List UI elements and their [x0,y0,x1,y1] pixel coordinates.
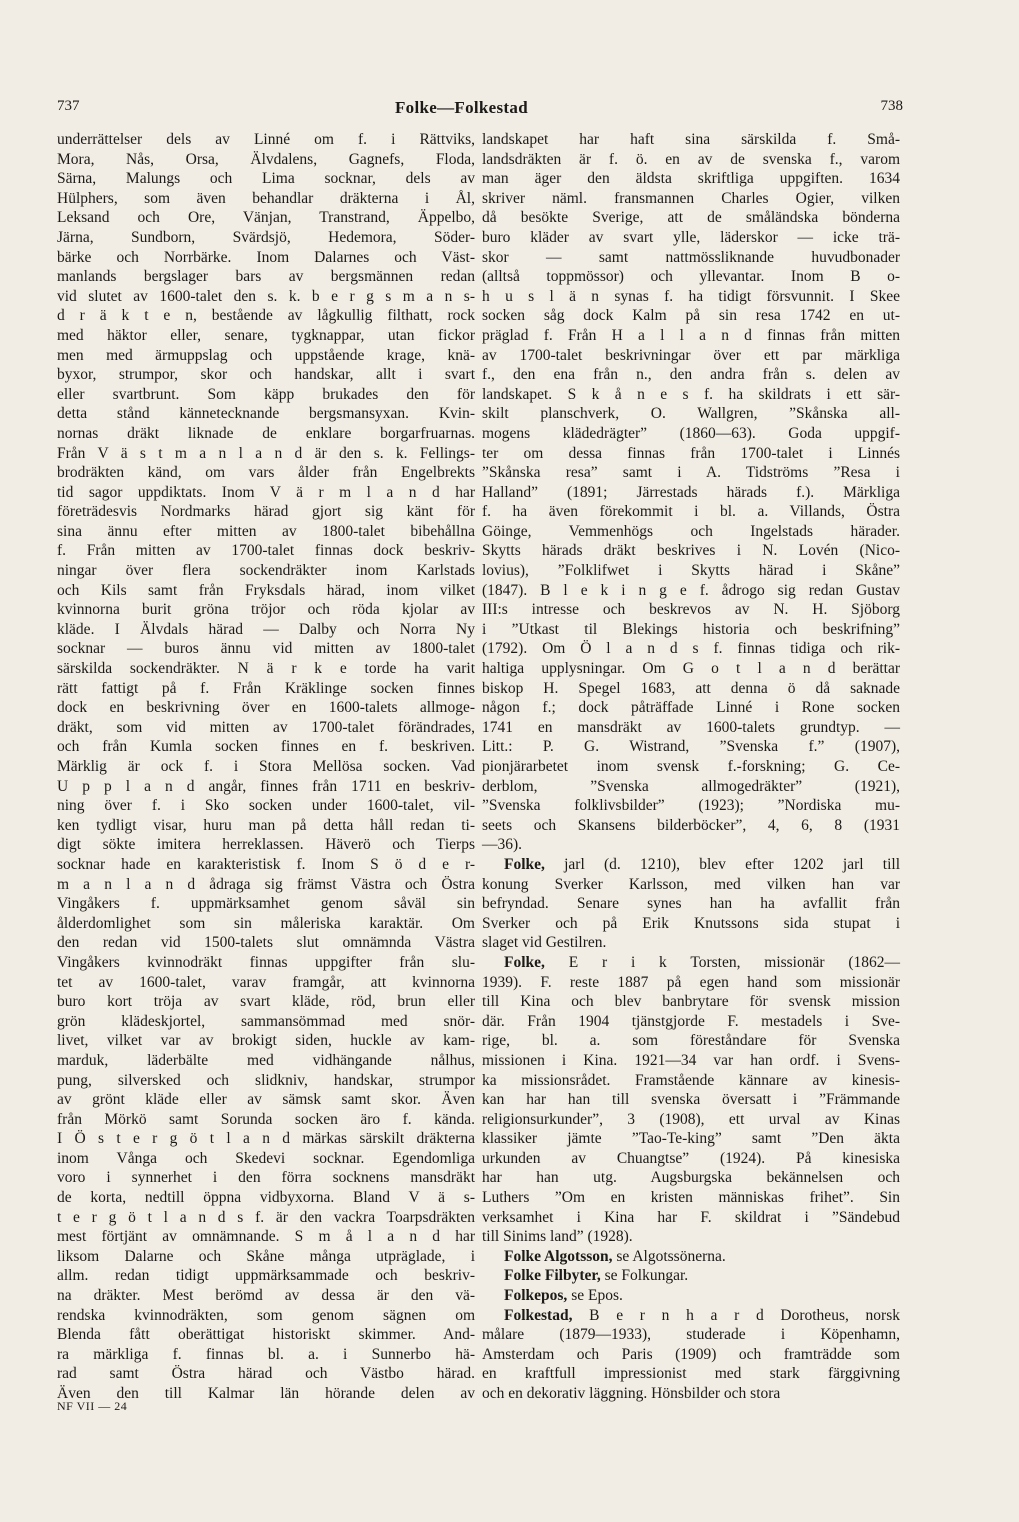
text-line: Från V ä s t m a n l a n d är den s. k. Fellings- [57,444,475,462]
text-line: (alltså toppmössor) och yllevantar. Inom B o- [482,268,900,286]
entry-text: till Sinims land” (1928). [482,1228,633,1246]
entry-headword: Folke Filbyter, [504,1267,601,1285]
entry-line [482,1208,900,1228]
entry-text: missionen i Kina. 1921—34 var han ordf. i Svens- [482,1051,900,1069]
entry-headword: Folke, [504,855,545,873]
text-line: landsdräkten är f. ö. en av de svenska f., varom [482,150,900,168]
text-line: skilt planschverk, O. Wallgren, ”Skånska all- [482,405,900,423]
text-line: dock en beskrivning över en 1600-talets allmoge- [57,699,475,717]
text-line: pung, silversked och slidkniv, handskar, strumpor [57,1071,475,1089]
text-line: nornas dräkt liknade de enklare borgarfruarnas. [57,424,475,442]
text-line: ter om dessa finnas från 1700-talet i Linnés [482,444,900,462]
text-line: U p p l a n d angår, finnes från 1711 en beskriv- [57,777,475,795]
text-line: f. Från mitten av 1700-talet finnas dock beskriv- [57,542,475,560]
entry-text: slaget vid Gestilren. [482,934,607,952]
text-line: Hülphers, som även behandlar dräkterna i Ål, [57,189,475,207]
entry-first-line [482,1306,900,1326]
entry-line [482,1149,900,1169]
text-line: vid slutet av 1600-talet den s. k. b e r g s m a n s- [57,287,475,305]
text-line: skor — samt nattmössliknande huvudbonader [482,248,900,266]
text-line: —36). [482,836,523,854]
entry-first-line [482,1247,900,1267]
text-line: derblom, ”Svenska allmogedräkter” (1921), [482,777,900,795]
text-line: ningar över flera sockendräkter inom Karlstads [57,562,475,580]
page-number-right: 738 [880,98,903,114]
text-line: byxor, strumpor, skor och handskar, allt i svart [57,366,475,384]
entry-text: befryndad. Senare synes han ha avfallit från [482,895,900,913]
text-line: ra märkliga f. finnas bl. a. i Sunnerbo hä- [57,1345,475,1363]
entry-text: Luthers ”Om en kristen människas frihet”. Sin [482,1189,900,1207]
entry-text: 1939). F. reste 1887 på egen hand som missionär [482,973,900,991]
entry-text: jarl (d. 1210), blev efter 1202 jarl till [544,855,900,873]
entry-first-line [482,1266,900,1286]
entry-first-line [482,953,900,973]
entry-text: Amsterdam och Paris (1909) och framträdde som [482,1345,900,1363]
text-line: Göinge, Vemmenhögs och Ingelstads härader. [482,522,900,540]
entry-line [482,1012,900,1032]
entry-text: urkunden av Chuangtse” (1924). På kinesiska [482,1149,900,1167]
text-line: I Ö s t e r g ö t l a n d märkas särskilt dräkterna [57,1130,475,1148]
text-line: landskapet. S k å n e s f. ha skildrats i ett sär- [482,385,900,403]
text-line: ”Skånska resa” samt i A. Tidströms ”Resa i [482,464,900,482]
text-line: seets och Skansens bilderböcker”, 4, 6, 8 (1931 [482,816,900,834]
text-line: underrättelser dels av Linné om f. i Rättviks, [57,131,475,148]
text-line: socknar hade en karakteristisk f. Inom S ö d e r- [57,855,475,873]
entry-line [482,1129,900,1149]
text-line: buro kort tröja av svart kläde, röd, brun eller [57,993,475,1011]
text-line: Vingåkers kvinnodräkt finnas uppgifter från slu- [57,953,475,971]
text-line: Blenda fått oberättigat historiskt skimmer. And- [57,1326,475,1344]
text-line: rad samt Östra härad och Västbo härad. [57,1365,475,1383]
text-line: Halland” (1891; Järrestads härads f.). Märkliga [482,483,900,501]
entry-line [482,1110,900,1130]
text-line: de korta, nedtill öppna vidbyxorna. Bland V ä s- [57,1189,475,1207]
text-line: ålderdomlighet som sin måleriska karaktär. Om [57,914,475,932]
entry-text: där. Från 1904 tjänstgjorde F. mestadels i Sve- [482,1012,900,1030]
text-line: man äger den äldsta skriftliga uppgiften. 1634 [482,170,900,188]
text-line: voro i synnerhet i den förra socknens mansdräkt [57,1169,475,1187]
text-line: och från Kumla socken finnes en f. beskriven. [57,738,475,756]
entry-text: klassiker jämte ”Tao-Te-king” samt ”Den äkta [482,1130,900,1148]
text-line: Märklig är ock f. i Stora Mellösa socken. Vad [57,758,475,775]
text-line: rätt fattigt på f. Från Kräklinge socken finnes [57,679,475,697]
page-number-left: 737 [57,98,80,114]
running-title: Folke—Folkestad [395,98,528,117]
text-line: landskapet har haft sina särskilda f. Små- [482,131,900,148]
text-line: ning över f. i Sko socken under 1600-talet, vil- [57,797,475,815]
right-column [482,130,900,1404]
text-line: Skytts härads dräkt beskrives i N. Lovén (Nico- [482,542,900,560]
entry-line [482,894,900,914]
text-line: m a n l a n d ådraga sig främst Västra och Östra [57,875,475,893]
entry-line [482,1071,900,1091]
entry-text: målare (1879—1933), studerade i Köpenhamn, [482,1326,900,1344]
text-line: buro kläder av svart ylle, läderskor — icke trä- [482,228,900,246]
entry-text: se Algotssönerna. [612,1247,726,1265]
entry-text: en kraftfull impressionist med stark färggivning [482,1365,900,1383]
entry-line [482,1168,900,1188]
text-line: Även den till Kalmar län hörande delen av [57,1385,475,1402]
text-line: livet, vilket var av brokigt siden, huckle av kam- [57,1032,475,1050]
text-line: (1792). Om Ö l a n d s f. finnas tidiga och rik- [482,640,900,658]
text-line: av grönt kläde eller av sämsk samt skor. Även [57,1091,475,1109]
text-line: f. ha även förekommit i bl. a. Villands, Östra [482,503,900,521]
entry-first-line [482,855,900,875]
entry-headword: Folke, [504,953,545,971]
text-line: från Mörkö samt Sorunda socken äro f. kända. [57,1110,475,1128]
text-line: Mora, Nås, Orsa, Älvdalens, Gagnefs, Floda, [57,150,475,168]
text-line: socken såg dock Kalm på sin resa 1742 en ut- [482,307,900,325]
entry-line [482,1384,900,1404]
entry-text: kan har han till svenska översatt i ”Främmande [482,1091,900,1109]
entry-line [482,1364,900,1384]
entry-text: religionsurkunder”, 3 (1908), ett urval av Kinas [482,1110,900,1128]
entry-text: E r i k Torsten, missionär (1862— [544,953,900,971]
entry-headword: Folke Algotsson, [504,1247,613,1265]
entry-text: till Kina och blev banbrytare för svensk mission [482,993,900,1011]
entry-line [482,1325,900,1345]
text-line: liksom Dalarne och Skåne många utpräglade, i [57,1247,475,1265]
text-line: Järna, Sundborn, Svärdsjö, Hedemora, Söder- [57,228,475,246]
text-line: socknar — buros ännu vid mitten av 1800-talet [57,640,475,658]
text-line: rendska kvinnodräkten, som genom sägnen om [57,1306,475,1324]
entry-line [482,973,900,993]
text-line: h u s l ä n synas f. ha tidigt försvunnit. I Skee [482,287,900,305]
text-line: inom Vånga och Skedevi socknar. Egendomliga [57,1149,475,1167]
entry-line [482,992,900,1012]
signature-mark: NF VII — 24 [57,1399,128,1413]
entry-line [482,1227,900,1247]
text-line: haltiga upplysningar. Om G o t l a n d berättar [482,660,900,678]
text-line: Vingåkers f. uppmärksamhet genom såväl sin [57,895,475,913]
entry-line [482,1031,900,1051]
text-line: na dräkter. Mest berömd av dessa är den vä- [57,1287,475,1305]
text-line: brodräkten känd, om vars ålder från Engelbrekts [57,464,475,482]
entry-text: konung Sverker Karlsson, med vilken han var [482,875,900,893]
text-line: Leksand och Ore, Vänjan, Transtrand, Äppelbo, [57,209,475,227]
entry-text: har han utg. Augsburgska bekännelsen och [482,1169,900,1187]
text-line: och Kils samt från Fryksdals härad, inom vilket [57,581,475,599]
entry-text: B e r n h a r d Dorotheus, norsk [572,1306,900,1324]
entry-text: Sverker och på Erik Knutssons sida stupat i [482,914,900,932]
text-line: skriver näml. fransmannen Charles Ogier, vilken [482,189,900,207]
text-line: marduk, läderbälte med vidhängande nålhus, [57,1051,475,1069]
entry-line [482,1090,900,1110]
text-line: mogens klädedrägter” (1860—63). Goda uppgif- [482,424,900,442]
page-header [0,98,1019,122]
text-line: företrädesvis Nordmarks härad gjort sig känt för [57,503,475,521]
text-line: kläde. I Älvdals härad — Dalby och Norra Ny [57,620,475,638]
text-line: allm. redan tidigt uppmärksammade och beskriv- [57,1267,475,1285]
entry-line [482,1188,900,1208]
entry-text: ka missionsrådet. Framstående kännare av kinesis- [482,1071,900,1089]
entry-first-line [482,1286,900,1306]
text-line: f., den ena från n., den andra från s. delen av [482,366,900,384]
entry-text: se Epos. [567,1287,623,1305]
text-line: då besökte Sverige, att de småländska bönderna [482,209,900,227]
text-line: dräkt, som vid mitten av 1700-talet förändrades, [57,718,475,736]
text-line: ken tydligt visar, huru man på detta håll redan ti- [57,816,475,834]
text-line: lovius), ”Folklifwet i Skytts härad i Skåne” [482,562,900,580]
entry-line [482,1345,900,1365]
text-line: pionjärarbetet inom svensk f.-forskning; G. Ce- [482,758,900,775]
text-line: kvinnorna burit gröna tröjor och röda kjolar av [57,601,475,619]
text-line: Litt.: P. G. Wistrand, ”Svenska f.” (1907), [482,738,900,756]
entry-headword: Folkepos, [504,1287,568,1305]
left-column [57,130,475,1404]
text-line: men med ärmuppslag och uppstående krage, knä- [57,346,475,364]
text-line: någon f.; dock påträffade Linné i Rone socken [482,699,900,717]
text-line: ”Svenska folklivsbilder” (1923); ”Nordiska mu- [482,797,900,815]
text-line: (1847). B l e k i n g e f. ådrogo sig redan Gustav [482,581,900,599]
text-line: särskilda sockendräkter. N ä r k e torde ha varit [57,660,475,678]
text-line: 1741 en mansdräkt av 1600-talets grundtyp. — [482,718,900,736]
entry-text: se Folkungar. [600,1267,689,1285]
text-line: av 1700-talet beskrivningar över ett par märkliga [482,346,900,364]
text-line: digt sökte imitera herreklassen. Häverö och Tierps [57,836,475,854]
text-line: grön klädeskjortel, sammansömmad med snör- [57,1012,475,1030]
text-line: d r ä k t e n, bestående av lågkullig filthatt, rock [57,307,475,325]
text-line: med häktor eller, senare, tygknappar, utan fickor [57,326,475,344]
entry-headword: Folkestad, [504,1306,573,1324]
text-line: tet av 1600-talet, varav framgår, att kvinnorna [57,973,475,991]
text-line: eller svartbrunt. Som käpp brukades den för [57,385,475,403]
entry-text: och en dekorativ läggning. Hönsbilder och stora [482,1385,781,1402]
text-line: t e r g ö t l a n d s f. är den vackra Toarpsdräkten [57,1208,475,1226]
text-line: III:s intresse och beskrevos av N. H. Sjöborg [482,601,900,619]
text-line: bärke och Norrbärke. Inom Dalarnes och Väst- [57,248,475,266]
entry-line [482,933,900,953]
entry-line [482,875,900,895]
text-line: i ”Utkast til Blekings historia och beskrifning” [482,620,900,638]
text-line: manlands bergslager bars av bergsmännen redan [57,268,475,286]
text-line: detta stånd kännetecknande bergsmansyxan. Kvin- [57,405,475,423]
text-line: Särna, Malungs och Lima socknar, dels av [57,170,475,188]
text-line: sina ännu efter mitten av 1800-talet bibehållna [57,522,475,540]
text-line: biskop H. Spegel 1683, att denna ö då saknade [482,679,900,697]
text-line: tid sagor uppdiktats. Inom V ä r m l a n d har [57,483,475,501]
text-line: mest förtjänt av omnämnande. S m å l a n d har [57,1228,475,1246]
entry-line [482,1051,900,1071]
entry-text: verksamhet i Kina har F. skildrat i ”Sändebud [482,1208,900,1226]
text-line: den redan vid 1500-talets slut omnämnda Västra [57,934,475,952]
text-line: präglad f. Från H a l l a n d finnas från mitten [482,326,900,344]
entry-line [482,914,900,934]
entry-text: rige, bl. a. som föreståndare för Svenska [482,1032,900,1050]
